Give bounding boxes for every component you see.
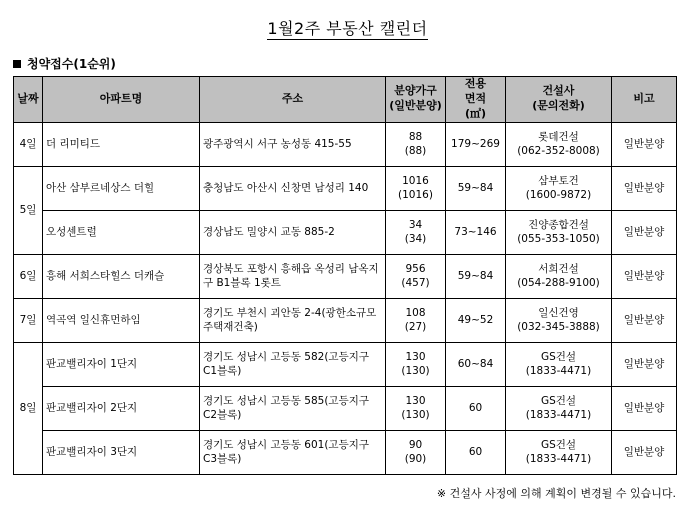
remarks-cell: 일반분양 — [612, 298, 677, 342]
builder-name: GS건설 — [540, 350, 577, 363]
area-cell: 49~52 — [446, 298, 506, 342]
units-general: (90) — [404, 453, 427, 466]
remarks-cell: 일반분양 — [612, 430, 677, 474]
builder-cell — [506, 386, 612, 430]
footnote: ※ 건설사 사정에 의해 계획이 변경될 수 있습니다. — [436, 487, 676, 500]
units-total: 108 — [405, 306, 426, 319]
address-cell: 경기도 성남시 고등동 582(고등지구 C1블록) — [200, 342, 386, 386]
square-bullet-icon — [13, 60, 21, 68]
date-cell: 8일 — [14, 342, 43, 474]
units-cell — [386, 166, 446, 210]
area-cell: 60~84 — [446, 342, 506, 386]
area-cell: 179~269 — [446, 122, 506, 166]
builder-cell — [506, 166, 612, 210]
units-general: (130) — [401, 365, 430, 378]
address-cell: 경상북도 포항시 흥해읍 옥성리 남옥지구 B1블록 1롯트 — [200, 254, 386, 298]
header-area-line2: 면적 — [464, 91, 487, 105]
header-area-line3: (㎡) — [464, 106, 487, 120]
units-cell — [386, 254, 446, 298]
apartment-name: 판교밸리자이 1단지 — [43, 342, 200, 386]
builder-cell — [506, 254, 612, 298]
builder-phone: (1600-9872) — [525, 189, 592, 202]
apartment-name: 판교밸리자이 2단지 — [43, 386, 200, 430]
table-row — [14, 430, 677, 474]
units-total: 90 — [408, 438, 423, 451]
builder-name: 롯데건설 — [538, 130, 579, 143]
address-cell: 충청남도 아산시 신창면 남성리 140 — [200, 166, 386, 210]
table-row — [14, 122, 677, 166]
area-cell: 59~84 — [446, 166, 506, 210]
builder-phone: (1833-4471) — [525, 365, 592, 378]
builder-name: GS건설 — [540, 438, 577, 451]
builder-name: 일신건영 — [538, 306, 579, 319]
apartment-name: 판교밸리자이 3단지 — [43, 430, 200, 474]
section-heading — [13, 55, 116, 72]
apartment-name: 오성센트럴 — [43, 210, 200, 254]
header-address: 주소 — [200, 77, 386, 123]
header-units — [386, 77, 446, 123]
units-general: (1016) — [398, 189, 433, 202]
area-cell: 59~84 — [446, 254, 506, 298]
address-cell: 경상남도 밀양시 교동 885-2 — [200, 210, 386, 254]
table-row — [14, 254, 677, 298]
header-apartment: 아파트명 — [43, 77, 200, 123]
builder-name: GS건설 — [540, 394, 577, 407]
table-row — [14, 210, 677, 254]
header-remarks: 비고 — [612, 77, 677, 123]
page-title-text: 1월2주 부동산 캘린더 — [267, 19, 428, 38]
header-units-line2: (일반분양) — [389, 99, 442, 113]
builder-cell — [506, 210, 612, 254]
table-row — [14, 298, 677, 342]
header-row — [14, 77, 677, 123]
units-total: 34 — [408, 218, 423, 231]
page-title — [0, 16, 695, 39]
builder-name: 서희건설 — [538, 262, 579, 275]
units-cell — [386, 210, 446, 254]
units-general: (88) — [404, 145, 427, 158]
builder-name: 삼부토건 — [538, 174, 579, 187]
table-row — [14, 386, 677, 430]
units-total: 130 — [405, 394, 426, 407]
builder-phone: (055-353-1050) — [517, 233, 600, 246]
header-units-line1: 분양가구 — [394, 84, 437, 98]
units-total: 956 — [405, 262, 426, 275]
builder-phone: (1833-4471) — [525, 453, 592, 466]
remarks-cell: 일반분양 — [612, 254, 677, 298]
builder-cell — [506, 430, 612, 474]
header-area — [446, 77, 506, 123]
address-cell: 광주광역시 서구 농성동 415-55 — [200, 122, 386, 166]
builder-phone: (032-345-3888) — [517, 321, 600, 334]
units-cell — [386, 122, 446, 166]
units-total: 88 — [408, 130, 423, 143]
builder-cell — [506, 122, 612, 166]
units-cell — [386, 430, 446, 474]
remarks-cell: 일반분양 — [612, 210, 677, 254]
date-cell: 5일 — [14, 166, 43, 254]
units-cell — [386, 386, 446, 430]
units-total: 1016 — [402, 174, 429, 187]
units-cell — [386, 298, 446, 342]
units-general: (34) — [404, 233, 427, 246]
header-builder-line2: (문의전화) — [532, 99, 585, 113]
area-cell: 73~146 — [446, 210, 506, 254]
header-date: 날짜 — [14, 77, 43, 123]
date-cell: 7일 — [14, 298, 43, 342]
remarks-cell: 일반분양 — [612, 386, 677, 430]
builder-cell — [506, 342, 612, 386]
remarks-cell: 일반분양 — [612, 342, 677, 386]
remarks-cell: 일반분양 — [612, 166, 677, 210]
units-cell — [386, 342, 446, 386]
units-total: 130 — [405, 350, 426, 363]
header-builder — [506, 77, 612, 123]
calendar-table — [13, 76, 677, 475]
builder-phone: (1833-4471) — [525, 409, 592, 422]
apartment-name: 아산 삼부르네상스 더힐 — [43, 166, 200, 210]
builder-cell — [506, 298, 612, 342]
date-cell: 6일 — [14, 254, 43, 298]
units-general: (457) — [401, 277, 430, 290]
units-general: (130) — [401, 409, 430, 422]
address-cell: 경기도 부천시 괴안동 2-4(광한소규모주택재건축) — [200, 298, 386, 342]
remarks-cell: 일반분양 — [612, 122, 677, 166]
address-cell: 경기도 성남시 고등동 585(고등지구 C2블록) — [200, 386, 386, 430]
table-row — [14, 166, 677, 210]
header-area-line1: 전용 — [464, 77, 487, 90]
header-builder-line1: 건설사 — [542, 84, 575, 98]
units-general: (27) — [404, 321, 427, 334]
date-cell: 4일 — [14, 122, 43, 166]
table-row — [14, 342, 677, 386]
apartment-name: 더 리미티드 — [43, 122, 200, 166]
area-cell: 60 — [446, 386, 506, 430]
address-cell: 경기도 성남시 고등동 601(고등지구 C3블록) — [200, 430, 386, 474]
area-cell: 60 — [446, 430, 506, 474]
builder-phone: (062-352-8008) — [517, 145, 600, 158]
apartment-name: 흥해 서희스타힐스 더캐슬 — [43, 254, 200, 298]
builder-phone: (054-288-9100) — [517, 277, 600, 290]
apartment-name: 역곡역 일신휴먼하임 — [43, 298, 200, 342]
section-title: 청약접수(1순위) — [27, 57, 116, 71]
builder-name: 진양종합건설 — [528, 218, 589, 231]
